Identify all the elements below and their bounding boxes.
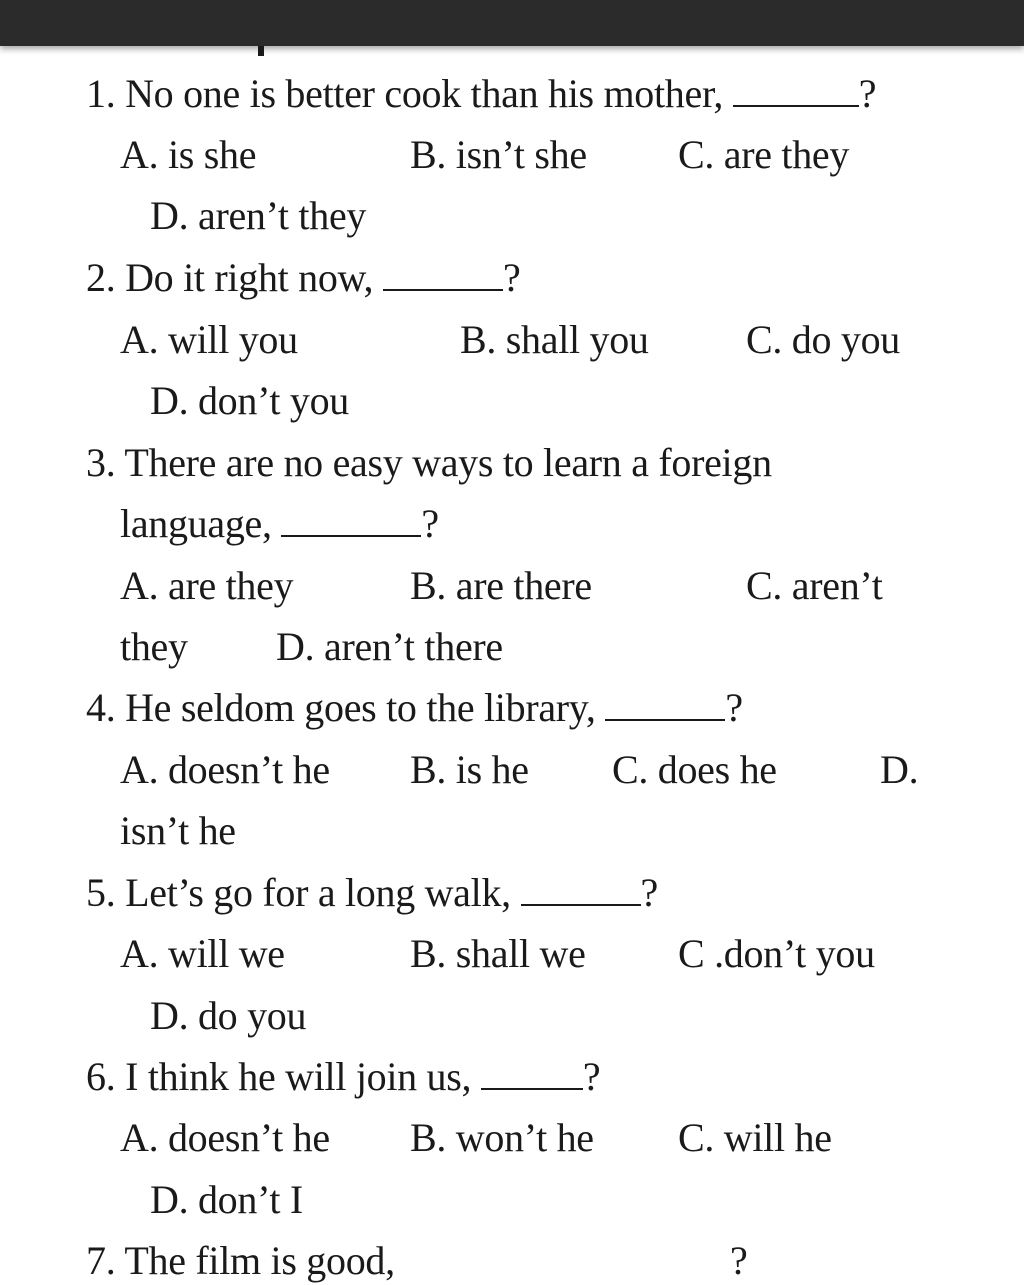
option-a: A. will we	[120, 931, 285, 976]
option-b: B. shall we	[410, 931, 586, 976]
option-b: B. is he	[410, 747, 529, 792]
option-b: B. isn’t she	[410, 132, 587, 177]
option-d: D. do you	[150, 993, 307, 1038]
question-mark: ?	[502, 255, 521, 300]
question-mark: ?	[730, 1238, 748, 1283]
top-bar	[0, 0, 1024, 46]
option-a: A. are they	[120, 563, 294, 608]
question-mark: ?	[725, 685, 743, 730]
answer-blank	[383, 255, 503, 291]
option-c: C. aren’t	[746, 563, 883, 608]
option-c-continued: they	[120, 624, 188, 669]
question-7-stem: 7. The film is good,	[86, 1238, 395, 1283]
option-d: D. don’t you	[150, 378, 349, 423]
option-c: C. do you	[746, 317, 900, 362]
option-c: C .don’t you	[678, 931, 875, 976]
option-a: A. doesn’t he	[120, 747, 330, 792]
option-a: A. will you	[120, 317, 298, 362]
option-c: C. are they	[678, 132, 850, 177]
question-5-text: 5. Let’s go for a long walk,	[86, 870, 521, 915]
question-mark: ?	[421, 501, 439, 546]
question-mark: ?	[858, 71, 877, 116]
question-3-stem-line2	[120, 500, 439, 548]
answer-blank	[481, 1054, 583, 1090]
option-d: D. don’t I	[150, 1177, 303, 1222]
option-a: A. doesn’t he	[120, 1115, 330, 1160]
option-a: A. is she	[120, 132, 257, 177]
option-b: B. shall you	[460, 317, 649, 362]
question-3-text: language,	[120, 501, 282, 546]
option-b: B. are there	[410, 563, 592, 608]
option-d: D. aren’t they	[150, 193, 367, 238]
question-4-text: 4. He seldom goes to the library,	[86, 685, 606, 730]
answer-blank	[521, 870, 641, 906]
question-3-stem-line1: 3. There are no easy ways to learn a foreign	[86, 440, 772, 485]
question-4-stem	[86, 684, 743, 732]
answer-blank	[733, 71, 859, 107]
question-2-stem	[86, 254, 520, 302]
question-mark: ?	[640, 870, 659, 915]
question-mark: ?	[582, 1054, 601, 1099]
option-d-continued: isn’t he	[120, 808, 236, 853]
option-c: C. does he	[612, 747, 777, 792]
answer-blank	[281, 501, 421, 537]
question-2-text: 2. Do it right now,	[86, 255, 383, 300]
question-6-stem	[86, 1053, 600, 1101]
question-1-stem	[86, 70, 876, 118]
question-1-text: 1. No one is better cook than his mother,	[86, 71, 733, 116]
option-b: B. won’t he	[410, 1115, 594, 1160]
question-6-text: 6. I think he will join us,	[86, 1054, 481, 1099]
option-d: D. aren’t there	[276, 624, 503, 669]
answer-blank	[605, 685, 725, 721]
cropped-text-fragment	[258, 46, 264, 56]
option-d: D.	[880, 747, 919, 792]
question-5-stem	[86, 869, 658, 917]
option-c: C. will he	[678, 1115, 832, 1160]
